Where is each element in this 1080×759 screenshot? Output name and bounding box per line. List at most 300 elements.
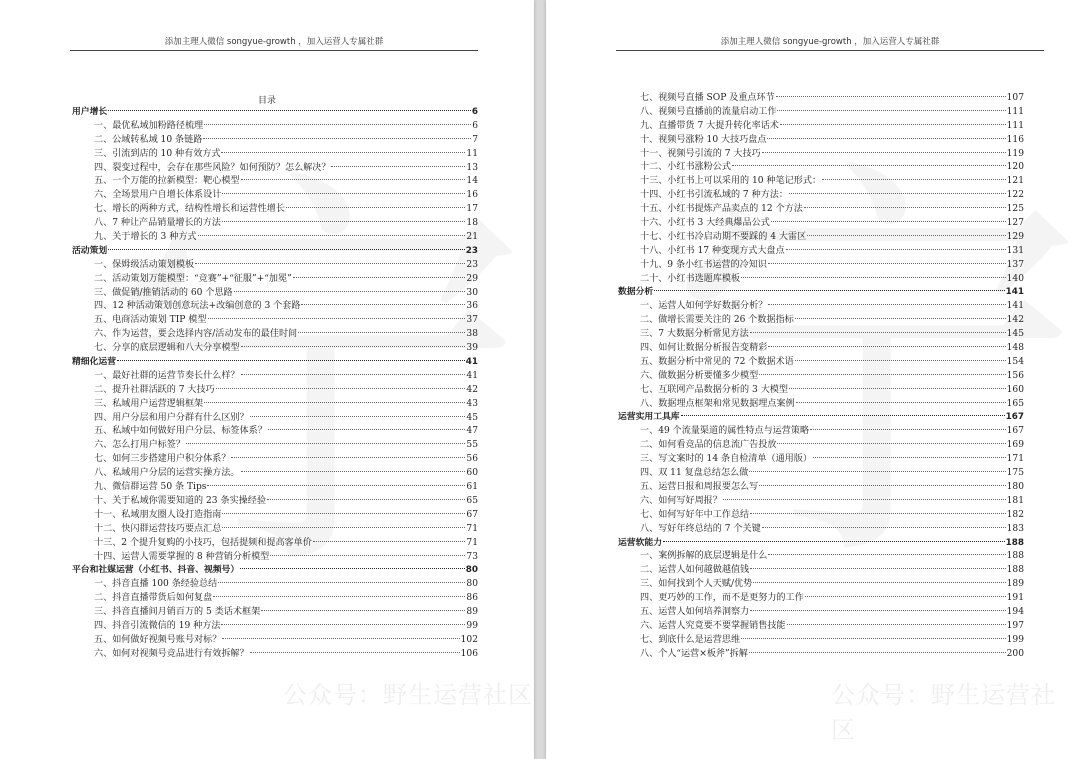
toc-dot-leader <box>117 360 465 361</box>
toc-page-number: 119 <box>1006 148 1024 159</box>
toc-dot-leader <box>787 624 1006 625</box>
toc-dot-leader <box>208 318 466 319</box>
toc-page-number: 41 <box>465 357 478 368</box>
toc-page-number: 180 <box>1006 481 1024 492</box>
toc-entry[interactable] <box>72 412 478 426</box>
toc-section-heading[interactable] <box>72 106 478 120</box>
toc-dot-leader <box>213 596 465 597</box>
toc-entry[interactable] <box>72 551 478 565</box>
toc-entry-title: 四、12 种活动策划创意玩法+改编创意的 3 个套路 <box>94 301 301 312</box>
toc-entry[interactable] <box>618 509 1024 523</box>
toc-dot-leader <box>749 471 1005 472</box>
toc-entry[interactable] <box>618 273 1024 287</box>
toc-dot-leader <box>331 166 465 167</box>
toc-dot-leader <box>795 318 1006 319</box>
toc-entry-title: 十七、小红书冷启动期不要踩的 4 大雷区 <box>640 231 807 242</box>
toc-page-number: 16 <box>466 190 478 201</box>
toc-entry[interactable] <box>72 370 478 384</box>
toc-entry[interactable] <box>618 189 1024 203</box>
toc-page-number: 137 <box>1006 259 1024 270</box>
toc-entry[interactable] <box>618 231 1024 245</box>
toc-entry[interactable] <box>618 148 1024 162</box>
toc-entry[interactable] <box>618 606 1024 620</box>
toc-page-number: 141 <box>1005 287 1024 298</box>
toc-entry-title: 一、运营人如何学好数据分析？ <box>640 301 768 312</box>
toc-page-number: 188 <box>1005 537 1024 548</box>
toc-entry[interactable] <box>72 120 478 134</box>
toc-page-number: 182 <box>1006 509 1024 520</box>
toc-entry[interactable] <box>72 398 478 412</box>
toc-page-number: 200 <box>1006 648 1024 659</box>
toc-dot-leader <box>776 96 1006 97</box>
toc-entry[interactable] <box>72 162 478 176</box>
toc-entry[interactable] <box>72 606 478 620</box>
toc-entry-title: 七、视频号直播 SOP 及重点环节 <box>640 93 775 103</box>
toc-entry-title: 二、运营人如何越做越值钱 <box>640 565 750 576</box>
toc-entry[interactable] <box>618 453 1024 467</box>
toc-entry[interactable] <box>618 467 1024 481</box>
toc-dot-leader <box>221 152 465 153</box>
toc-title: 目录 <box>257 96 276 106</box>
toc-dot-leader <box>250 416 466 417</box>
toc-dot-leader <box>654 290 1004 291</box>
toc-entry[interactable] <box>618 300 1024 314</box>
toc-entry[interactable] <box>72 148 478 162</box>
toc-dot-leader <box>771 221 1006 222</box>
toc-section-heading[interactable] <box>72 356 478 370</box>
toc-entry[interactable] <box>72 620 478 634</box>
toc-page-number: 11 <box>466 148 478 159</box>
toc-entry[interactable] <box>618 439 1024 453</box>
toc-page-number: 181 <box>1006 495 1024 506</box>
toc-entry-title: 五、运营人如何培养洞察力 <box>640 606 750 617</box>
toc-dot-leader <box>270 555 465 556</box>
toc-page-number: 111 <box>1006 106 1024 117</box>
toc-entry[interactable] <box>618 523 1024 537</box>
toc-entry[interactable] <box>618 175 1024 189</box>
toc-dot-leader <box>221 624 465 625</box>
toc-section-heading[interactable] <box>618 411 1024 425</box>
toc-dot-leader <box>267 499 465 500</box>
toc-entry[interactable] <box>618 578 1024 592</box>
toc-page-number: 86 <box>466 593 478 604</box>
toc-entry-title: 一、案例拆解的底层逻辑是什么 <box>640 551 768 562</box>
toc-entry-title: 十三、小红书上可以采用的 10 种笔记形式： <box>640 176 822 187</box>
toc-dot-leader <box>741 638 1006 639</box>
toc-dot-leader <box>250 652 460 653</box>
toc-page-number: 80 <box>466 579 478 590</box>
toc-entry-title: 十三、2 个提升复购的小技巧，包括提频和提高客单价 <box>94 537 312 548</box>
toc-entry-title: 运营软能力 <box>618 537 662 548</box>
toc-entry-title: 十、视频号涨粉 10 大技巧盘点 <box>640 134 767 145</box>
toc-entry[interactable] <box>72 328 478 342</box>
toc-page-number: 80 <box>465 565 478 576</box>
toc-page-number: 106 <box>460 648 478 659</box>
toc-dot-leader <box>234 291 466 292</box>
toc-entry-title: 五、数据分析中常见的 72 个数据术语 <box>640 356 794 367</box>
toc-entry-title: 七、分享的底层逻辑和八大分享模型 <box>94 343 240 354</box>
toc-dot-leader <box>195 263 465 264</box>
toc-page-number: 121 <box>1006 176 1024 187</box>
toc-page-number: 188 <box>1006 565 1024 576</box>
toc-page-number: 167 <box>1005 412 1024 423</box>
toc-entry[interactable] <box>72 314 478 328</box>
toc-page-number: 29 <box>466 273 478 284</box>
toc-dot-leader <box>723 499 1006 500</box>
toc-dot-leader <box>204 402 465 403</box>
toc-page-number: 43 <box>466 398 478 409</box>
toc-dot-leader <box>750 513 1006 514</box>
toc-page-number: 107 <box>1006 93 1024 103</box>
toc-dot-leader <box>750 568 1006 569</box>
toc-entry[interactable] <box>72 217 478 231</box>
toc-entry-title: 三、私域用户运营逻辑框架 <box>94 398 204 409</box>
toc-entry-title: 六、做数据分析要懂多少模型 <box>640 370 759 381</box>
toc-entry-title: 十二、快闪群运营技巧要点汇总 <box>94 523 222 534</box>
toc-entry[interactable] <box>618 342 1024 356</box>
toc-entry-title: 八、写好年终总结的 7 个关键 <box>640 523 761 534</box>
toc-dot-leader <box>313 541 466 542</box>
toc-entry[interactable] <box>72 189 478 203</box>
toc-entry-title: 数据分析 <box>618 287 654 298</box>
toc-page-number: 175 <box>1006 468 1024 479</box>
toc-entry-title: 二十、小红书选题库模板 <box>640 273 741 284</box>
toc-dot-leader <box>777 443 1005 444</box>
toc-entry-title: 精细化运营 <box>72 357 116 368</box>
toc-entry[interactable] <box>618 370 1024 384</box>
toc-entry-title: 活动策划 <box>72 245 108 256</box>
toc-entry[interactable] <box>618 161 1024 175</box>
toc-entry-title: 十四、运营人需要掌握的 8 种营销分析模型 <box>94 551 270 562</box>
toc-entry[interactable] <box>72 231 478 245</box>
toc-entry-title: 九、关于增长的 3 种方式 <box>94 232 197 243</box>
toc-dot-leader <box>216 388 466 389</box>
toc-dot-leader <box>795 360 1006 361</box>
toc-entry[interactable] <box>72 453 478 467</box>
toc-page-number: 141 <box>1006 301 1024 312</box>
toc-dot-leader <box>186 443 465 444</box>
toc-entry[interactable] <box>618 481 1024 495</box>
toc-entry-title: 五、如何做好视频号账号对标？ <box>94 634 222 645</box>
toc-dot-leader <box>218 582 465 583</box>
toc-page-number: 183 <box>1006 523 1024 534</box>
toc-entry-title: 四、如何让数据分析报告变精彩 <box>640 343 768 354</box>
toc-page-number: 116 <box>1006 134 1024 145</box>
toc-entry[interactable] <box>618 495 1024 509</box>
toc-entry[interactable] <box>618 550 1024 564</box>
toc-entry[interactable] <box>72 634 478 648</box>
toc-dot-leader <box>732 165 1006 166</box>
toc-entry-title: 七、到底什么是运营思维 <box>640 634 741 645</box>
toc-page-number: 145 <box>1006 329 1024 340</box>
toc-page-number: 140 <box>1006 273 1024 284</box>
toc-entry-title: 十一、私域朋友圈人设打造指南 <box>94 509 222 520</box>
toc-entry-title: 三、如何找到个人天赋/优势 <box>640 579 753 590</box>
toc-page-number: 160 <box>1006 384 1024 395</box>
document-page-left <box>0 0 534 759</box>
toc-page-number: 67 <box>466 509 478 520</box>
toc-entry-title: 五、运营日报和周报要怎么写 <box>640 481 759 492</box>
toc-entry[interactable] <box>618 564 1024 578</box>
toc-page-number: 71 <box>466 523 478 534</box>
toc-entry[interactable] <box>72 467 478 481</box>
toc-page-number: 199 <box>1006 634 1024 645</box>
toc-entry[interactable] <box>72 578 478 592</box>
toc-page-number: 167 <box>1006 426 1024 437</box>
document-page-right <box>546 0 1080 759</box>
toc-entry[interactable] <box>618 134 1024 148</box>
toc-entry[interactable] <box>72 175 478 189</box>
toc-entry-title: 十一、视频号引流的 7 大技巧 <box>640 148 761 159</box>
toc-entry[interactable] <box>72 384 478 398</box>
toc-page-number: 165 <box>1006 398 1024 409</box>
toc-dot-leader <box>241 346 466 347</box>
toc-dot-leader <box>298 332 465 333</box>
toc-section-heading[interactable] <box>618 286 1024 300</box>
toc-entry[interactable] <box>72 592 478 606</box>
toc-entry-title: 一、49 个流量渠道的属性特点与运营策略 <box>640 426 810 437</box>
toc-entry-title: 六、怎么打用户标签？ <box>94 440 185 451</box>
toc-entry[interactable] <box>72 495 478 509</box>
toc-dot-leader <box>768 554 1005 555</box>
toc-dot-leader <box>807 235 1005 236</box>
toc-dot-leader <box>222 513 465 514</box>
toc-entry[interactable] <box>618 648 1024 662</box>
toc-entry[interactable] <box>72 259 478 273</box>
toc-dot-leader <box>108 110 471 111</box>
toc-page-number: 169 <box>1006 440 1024 451</box>
toc-entry[interactable] <box>618 425 1024 439</box>
toc-entry-title: 八、私域用户分层的运营实操方法。 <box>94 468 240 479</box>
toc-dot-leader <box>741 277 1006 278</box>
toc-entry[interactable] <box>618 217 1024 231</box>
toc-entry[interactable] <box>618 314 1024 328</box>
toc-entry[interactable] <box>618 384 1024 398</box>
toc-entry-title: 十二、小红书涨粉公式 <box>640 162 731 173</box>
toc-entry-title: 八、数据埋点框架和常见数据埋点案例 <box>640 398 795 409</box>
toc-page-number: 6 <box>472 120 478 131</box>
toc-entry-title: 运营实用工具库 <box>618 412 680 423</box>
toc-entry-title: 七、互联网产品数据分析的 3 大模型 <box>640 384 788 395</box>
toc-section-heading[interactable] <box>618 537 1024 551</box>
toc-entry-title: 二、如何看竞品的信息流广告投放 <box>640 440 777 451</box>
toc-dot-leader <box>663 541 1005 542</box>
toc-dot-leader <box>681 415 1005 416</box>
toc-page-number: 23 <box>465 245 478 256</box>
toc-entry[interactable] <box>72 425 478 439</box>
toc-dot-leader <box>231 457 465 458</box>
toc-page-number: 73 <box>466 551 478 562</box>
toc-entry[interactable] <box>72 481 478 495</box>
toc-entry-title: 十八、小红书 17 种变现方式大盘点 <box>640 245 785 256</box>
toc-entry[interactable] <box>72 648 478 662</box>
toc-entry[interactable] <box>618 620 1024 634</box>
toc-entry-title: 十四、小红书引流私域的 7 种方法： <box>640 190 788 201</box>
toc-dot-leader <box>241 374 466 375</box>
toc-page-number: 89 <box>466 607 478 618</box>
toc-dot-leader <box>750 610 1006 611</box>
toc-page-number: 37 <box>466 315 478 326</box>
toc-entry-title: 三、抖音直播间月销百万的 5 类话术框架 <box>94 607 261 618</box>
toc-entry-title: 七、如何三步搭建用户积分体系？ <box>94 454 231 465</box>
toc-entry-title: 六、如何写好周报？ <box>640 495 722 506</box>
toc-entry[interactable] <box>618 328 1024 342</box>
toc-page-number: 61 <box>466 482 478 493</box>
toc-dot-leader <box>789 193 1006 194</box>
toc-entry-title: 五、私域中如何做好用户分层、标签体系？ <box>94 426 267 437</box>
toc-entry-title: 四、裂变过程中，会存在那些风险？如何预防？怎么解决？ <box>94 162 331 173</box>
toc-dot-leader <box>768 304 1005 305</box>
toc-dot-leader <box>786 249 1006 250</box>
toc-dot-leader <box>780 124 1006 125</box>
toc-entry-title: 四、用户分层和用户分群有什么区别？ <box>94 412 249 423</box>
toc-dot-leader <box>261 610 465 611</box>
toc-entry[interactable] <box>618 592 1024 606</box>
toc-entry-title: 八、视频号直播前的流量启动工作 <box>640 106 777 117</box>
toc-page-number: 21 <box>466 232 478 243</box>
toc-page-number: 41 <box>466 370 478 381</box>
toc-entry[interactable] <box>72 509 478 523</box>
toc-dot-leader <box>768 346 1005 347</box>
toc-entry-title: 六、作为运营，要会选择内容/活动发布的最佳时间 <box>94 329 298 340</box>
toc-entry-title: 五、电商活动策划 TIP 模型 <box>94 315 207 326</box>
toc-dot-leader <box>301 304 465 305</box>
toc-entry-title: 九、直播带货 7 大提升转化率话术 <box>640 120 779 131</box>
toc-entry[interactable] <box>72 439 478 453</box>
toc-page-number: 120 <box>1006 162 1024 173</box>
toc-entry-title: 八、7 种让产品销量增长的方法 <box>94 218 221 229</box>
toc-entry[interactable] <box>72 134 478 148</box>
toc-section-heading[interactable] <box>72 245 478 259</box>
toc-page-number: 122 <box>1006 190 1024 201</box>
toc-dot-leader <box>286 207 465 208</box>
toc-entry-title: 六、如何对视频号竞品进行有效拆解？ <box>94 648 249 659</box>
toc-entry[interactable] <box>618 120 1024 134</box>
toc-entry-title: 四、抖音引流微信的 19 种方法 <box>94 620 221 631</box>
toc-dot-leader <box>203 138 471 139</box>
toc-entry[interactable] <box>618 398 1024 412</box>
toc-entry[interactable] <box>72 342 478 356</box>
toc-dot-leader <box>268 429 466 430</box>
toc-entry-title: 一、抖音直播 100 条经验总结 <box>94 579 218 590</box>
toc-entry-title: 十、关于私域你需要知道的 23 条实操经验 <box>94 495 266 506</box>
toc-page-number: 111 <box>1006 120 1024 131</box>
toc-page-number: 129 <box>1006 231 1024 242</box>
toc-entry[interactable] <box>72 537 478 551</box>
toc-page-number: 99 <box>466 620 478 631</box>
toc-page-number: 55 <box>466 440 478 451</box>
toc-dot-leader <box>240 568 465 569</box>
toc-entry-title: 一、最好社群的运营节奏长什么样？ <box>94 370 240 381</box>
toc-page-number: 56 <box>466 454 478 465</box>
toc-entry-title: 三、做促销/推销活动的 60 个思路 <box>94 287 233 298</box>
toc-entry-title: 二、做增长需要关注的 26 个数据指标 <box>640 315 794 326</box>
toc-page-number: 197 <box>1006 620 1024 631</box>
toc-entry[interactable] <box>72 203 478 217</box>
toc-entry[interactable] <box>618 106 1024 120</box>
toc-dot-leader <box>753 582 1005 583</box>
toc-page-number: 102 <box>460 634 478 645</box>
toc-page-number: 23 <box>466 259 478 270</box>
toc-entry-title: 用户增长 <box>72 107 108 117</box>
toc-dot-leader <box>759 485 1005 486</box>
toc-page-number: 18 <box>466 218 478 229</box>
toc-page-number: 45 <box>466 412 478 423</box>
toc-entry-title: 三、写文案时的 14 条自检清单（通用版） <box>640 454 812 465</box>
toc-entry-title: 十六、小红书 3 大经典爆品公式 <box>640 218 770 229</box>
watermark-text: 公众号：野生运营社区 <box>831 681 1056 744</box>
toc-dot-leader <box>759 374 1005 375</box>
toc-dot-leader <box>293 277 466 278</box>
toc-entry-title: 二、抖音直播带货后如何复盘 <box>94 593 213 604</box>
toc-entry-title: 二、活动策划万能模型：“竞赛”+“征服”+“加冕” <box>94 273 292 284</box>
toc-dot-leader <box>805 596 1006 597</box>
toc-page-number: 189 <box>1006 579 1024 590</box>
toc-entry-title: 八、个人“运营×板斧”拆解 <box>640 648 748 659</box>
toc-entry[interactable] <box>618 245 1024 259</box>
toc-entry-title: 七、增长的两种方式，结构性增长和运营性增长 <box>94 204 285 215</box>
watermark-text: 公众号：野生运营社区 <box>283 681 533 709</box>
toc-entry[interactable] <box>72 273 478 287</box>
toc-dot-leader <box>777 110 1005 111</box>
toc-entry[interactable] <box>618 356 1024 370</box>
toc-entry[interactable] <box>618 203 1024 217</box>
toc-dot-leader <box>750 332 1006 333</box>
toc-entry[interactable] <box>618 259 1024 273</box>
toc-entry[interactable] <box>618 634 1024 648</box>
toc-page-number: 38 <box>466 329 478 340</box>
toc-dot-leader <box>767 138 1005 139</box>
toc-entry-title: 六、全场景用户自增长体系设计 <box>94 190 222 201</box>
toc-entry[interactable] <box>72 300 478 314</box>
page-header: 添加主理人微信 songyue-growth ，加入运营人专属社群 <box>616 36 1044 51</box>
toc-entry[interactable] <box>72 287 478 301</box>
toc-page-number: 42 <box>466 384 478 395</box>
toc-entry-title: 九、微信群运营 50 条 Tips <box>94 482 207 493</box>
toc-page-number: 142 <box>1006 315 1024 326</box>
toc-page-number: 154 <box>1006 356 1024 367</box>
toc-entry[interactable] <box>618 92 1024 106</box>
toc-page-number: 60 <box>466 468 478 479</box>
toc-page-number: 156 <box>1006 370 1024 381</box>
toc-entry-title: 平台和社媒运营（小红书、抖音、视频号） <box>72 565 240 576</box>
toc-entry-title: 四、更巧妙的工作，而不是更努力的工作 <box>640 593 804 604</box>
toc-dot-leader <box>222 638 459 639</box>
toc-entry-title: 六、运营人究竟要不要掌握销售技能 <box>640 620 786 631</box>
toc-page-number: 47 <box>466 426 478 437</box>
toc-entry-title: 五、一个万能的拉新模型：靶心模型 <box>94 176 240 187</box>
toc-page-number: 148 <box>1006 343 1024 354</box>
toc-page-number: 127 <box>1006 218 1024 229</box>
toc-page-number: 6 <box>471 107 478 117</box>
toc-page-number: 7 <box>472 134 478 145</box>
toc-entry[interactable] <box>72 523 478 537</box>
toc-dot-leader <box>222 527 465 528</box>
toc-dot-leader <box>749 652 1006 653</box>
toc-entry-title: 四、双 11 复盘总结怎么做 <box>640 468 749 479</box>
toc-page-number: 131 <box>1006 245 1024 256</box>
toc-dot-leader <box>796 402 1006 403</box>
toc-page-number: 171 <box>1006 454 1024 465</box>
toc-dot-leader <box>222 193 465 194</box>
toc-entry-title: 十九、9 条小红书运营的冷知识 <box>640 259 767 270</box>
toc-entry-title: 二、提升社群活跃的 7 大技巧 <box>94 384 215 395</box>
toc-section-heading[interactable] <box>72 564 478 578</box>
toc-page-number: 14 <box>466 176 478 187</box>
toc-page-number: 188 <box>1006 551 1024 562</box>
page-header: 添加主理人微信 songyue-growth ，加入运营人专属社群 <box>70 36 478 51</box>
toc-dot-leader <box>810 429 1006 430</box>
